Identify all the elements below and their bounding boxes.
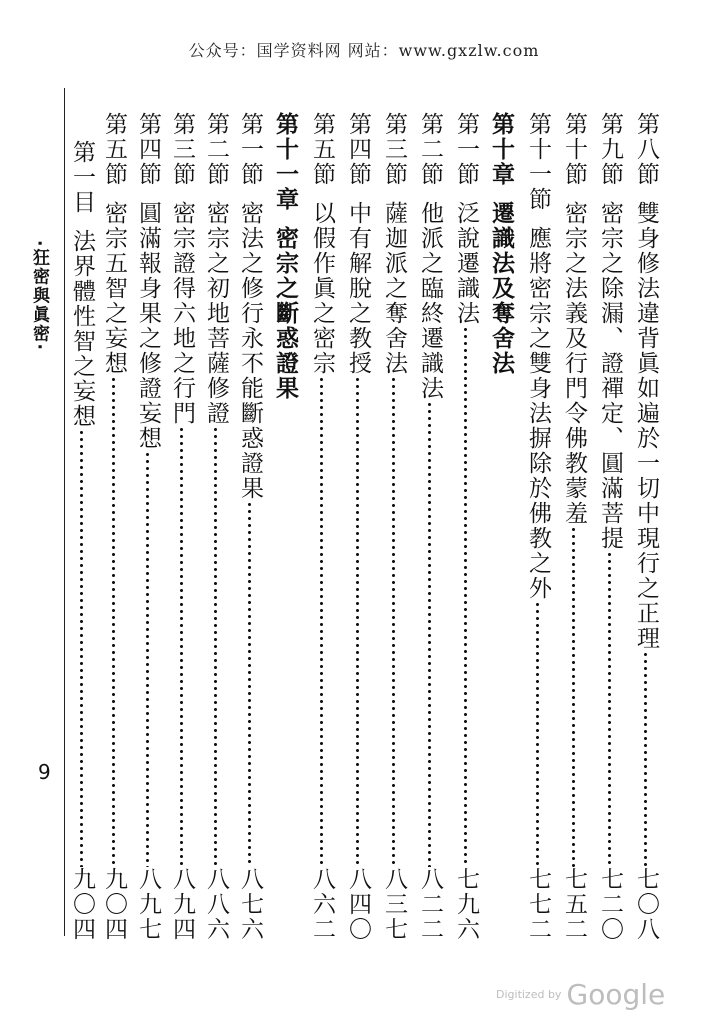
toc-entry-page: 八九四 — [169, 867, 195, 942]
toc-entry-title: 中有解脫之教授 — [345, 201, 371, 376]
toc-entry — [170, 112, 193, 942]
toc-entry-title: 法界體性智之妄想 — [69, 229, 95, 429]
toc-entry-title: 雙身修法違背眞如遍於一切中現行之正理 — [633, 201, 659, 651]
toc-entry-title: 密宗之法義及行門令佛教蒙羞 — [561, 201, 587, 526]
page-number: 9 — [38, 760, 51, 784]
leader-dots — [634, 651, 657, 867]
toc-entry-label: 第四節 — [345, 112, 371, 187]
page-header: 公众号：国学资料网 网站：www.gxzlw.com — [188, 41, 540, 60]
toc-chapter-title: 密宗之斷惑證果 — [272, 226, 299, 401]
toc-entry-page: 八三七 — [381, 867, 407, 942]
toc-entry-page: 八六二 — [309, 867, 335, 942]
toc-entry-label: 第二節 — [417, 112, 443, 187]
toc-entry-label: 第一節 — [453, 112, 479, 187]
watermark-prefix: Digitized by — [496, 988, 562, 1001]
toc-entry-label: 第二節 — [203, 112, 229, 187]
toc-entry-title: 泛說遷識法 — [453, 201, 479, 326]
toc-entry-label: 第一節 — [237, 112, 263, 187]
leader-dots — [70, 429, 93, 867]
toc-entry — [562, 112, 585, 942]
toc-entry-page: 七二〇 — [597, 867, 623, 942]
leader-dots — [598, 551, 621, 867]
toc-chapter-label: 第十一章 — [272, 112, 299, 212]
leader-dots — [526, 601, 549, 867]
toc-entry-title: 密宗證得六地之行門 — [169, 201, 195, 426]
toc-entry — [418, 112, 441, 942]
toc-entry-label: 第四節 — [135, 112, 161, 187]
toc-entry-page: 七五二 — [561, 867, 587, 942]
toc-entry — [310, 112, 333, 942]
margin-rule — [64, 88, 65, 936]
toc-entry-page: 八二二 — [417, 867, 443, 942]
toc-subentry — [70, 140, 93, 942]
toc-entry-label: 第三節 — [381, 112, 407, 187]
toc-entry-title: 以假作眞之密宗 — [309, 201, 335, 376]
toc-entry-page: 七七二 — [525, 867, 551, 942]
leader-dots — [418, 401, 441, 867]
toc-entry — [238, 112, 261, 942]
toc-entry-title: 他派之臨終遷識法 — [417, 201, 443, 401]
toc-entry — [382, 112, 405, 942]
toc-chapter-label: 第十章 — [488, 112, 515, 187]
toc-chapter-title: 遷識法及奪舍法 — [488, 201, 515, 376]
toc-entry-title: 圓滿報身果之修證妄想 — [135, 201, 161, 451]
toc-entry-title: 應將密宗之雙身法摒除於佛教之外 — [525, 226, 551, 601]
toc-entry-page: 九〇四 — [101, 867, 127, 942]
toc-entry-page: 九〇四 — [69, 867, 95, 942]
toc-entry-page: 八七六 — [237, 867, 263, 942]
toc-entry-label: 第三節 — [169, 112, 195, 187]
toc-entry — [598, 112, 621, 942]
leader-dots — [562, 526, 585, 867]
digitized-watermark — [496, 978, 665, 1011]
toc-entry-page: 八八六 — [203, 867, 229, 942]
toc-entry-title: 密宗之初地菩薩修證 — [203, 201, 229, 426]
leader-dots — [204, 426, 227, 867]
toc-entry-title: 密法之修行永不能斷惑證果 — [237, 201, 263, 501]
leader-dots — [170, 426, 193, 867]
leader-dots — [382, 376, 405, 867]
toc-entry — [634, 112, 657, 942]
toc-entry-page: 七九六 — [453, 867, 479, 942]
toc-entry-label: 第五節 — [309, 112, 335, 187]
leader-dots — [454, 326, 477, 867]
toc-chapter — [490, 112, 513, 942]
leader-dots — [136, 451, 159, 867]
toc-entry-label: 第十一節 — [525, 112, 551, 212]
toc-entry-page: 七〇八 — [633, 867, 659, 942]
toc-entry-title: 密宗五智之妄想 — [101, 201, 127, 376]
google-logo: Google — [566, 978, 666, 1011]
toc-entry — [454, 112, 477, 942]
toc-entry-title: 薩迦派之奪舍法 — [381, 201, 407, 376]
toc-entry — [204, 112, 227, 942]
running-book-title: ·狂密與眞密· — [29, 240, 49, 352]
toc-entry-label: 第一目 — [69, 140, 95, 215]
toc-entry-label: 第九節 — [597, 112, 623, 187]
toc-chapter — [274, 112, 297, 942]
toc-entry-page: 八四〇 — [345, 867, 371, 942]
leader-dots — [102, 376, 125, 867]
toc-entry-page: 八九七 — [135, 867, 161, 942]
toc-entry — [136, 112, 159, 942]
toc-entry-label: 第十節 — [561, 112, 587, 187]
leader-dots — [346, 376, 369, 867]
toc-entry-title: 密宗之除漏、證禪定、圓滿菩提 — [597, 201, 623, 551]
toc-entry — [346, 112, 369, 942]
toc-entry — [526, 112, 549, 942]
toc-entry-label: 第八節 — [633, 112, 659, 187]
toc-entry-label: 第五節 — [101, 112, 127, 187]
toc-entry — [102, 112, 125, 942]
leader-dots — [310, 376, 333, 867]
leader-dots — [238, 501, 261, 867]
